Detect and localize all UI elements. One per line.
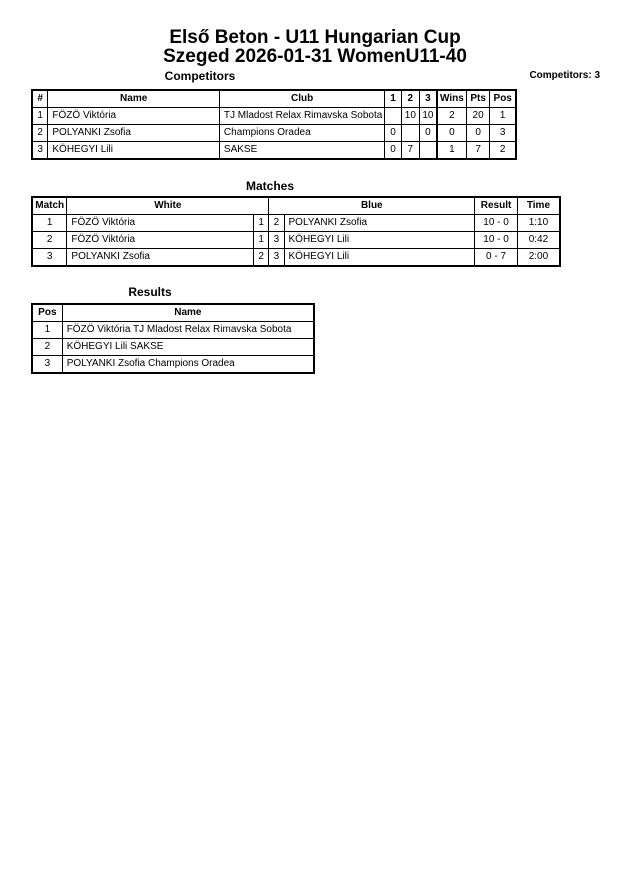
competitor-pos: 1 [490, 108, 516, 125]
col-header-pts: Pts [466, 90, 490, 108]
match-white-num: 1 [254, 215, 269, 232]
page-subtitle: Szeged 2026-01-31 WomenU11-40 [163, 46, 467, 67]
table-row [32, 215, 560, 232]
competitor-num: 2 [32, 125, 48, 142]
table-row [32, 108, 516, 125]
match-blue: KÖHEGYI Lili [284, 249, 475, 267]
col-header-num: # [32, 90, 48, 108]
match-white-num: 2 [254, 249, 269, 267]
competitor-name: KÖHEGYI Lili [48, 142, 220, 160]
result-pos: 1 [32, 322, 62, 339]
match-time: 1:10 [517, 215, 560, 232]
competitor-club: TJ Mladost Relax Rimavska Sobota [219, 108, 384, 125]
competitor-num: 1 [32, 108, 48, 125]
table-row [32, 249, 560, 267]
col-header-result: Result [475, 197, 518, 215]
page-title: Első Beton - U11 Hungarian Cup [169, 27, 461, 48]
competitor-pos: 2 [490, 142, 516, 160]
score-r2: 7 [401, 142, 419, 160]
col-header-r2: 2 [401, 90, 419, 108]
match-white-num: 1 [254, 232, 269, 249]
match-white: FÖZÖ Viktória [67, 232, 254, 249]
match-result: 10 - 0 [475, 232, 518, 249]
competitor-pts: 0 [466, 125, 490, 142]
matches-header-row [32, 197, 560, 215]
match-blue-num: 2 [269, 215, 284, 232]
match-time: 2:00 [517, 249, 560, 267]
table-row [32, 322, 314, 339]
competitor-wins: 0 [437, 125, 466, 142]
score-r1: 0 [385, 125, 401, 142]
result-pos: 3 [32, 356, 62, 374]
competitors-header-row [32, 90, 516, 108]
match-blue-num: 3 [269, 249, 284, 267]
match-result: 10 - 0 [475, 215, 518, 232]
col-header-pos: Pos [32, 304, 62, 322]
competitor-name: FÖZÖ Viktória [48, 108, 220, 125]
match-blue-num: 3 [269, 232, 284, 249]
score-r1: 0 [385, 142, 401, 160]
score-r3: 10 [419, 108, 437, 125]
competitor-name: POLYANKI Zsofia [48, 125, 220, 142]
match-blue: KÖHEGYI Lili [284, 232, 475, 249]
match-result: 0 - 7 [475, 249, 518, 267]
competitor-num: 3 [32, 142, 48, 160]
score-r3: 0 [419, 125, 437, 142]
table-row [32, 232, 560, 249]
table-row [32, 356, 314, 374]
score-r1 [385, 108, 401, 125]
competitor-pos: 3 [490, 125, 516, 142]
result-name: KÖHEGYI Lili SAKSE [62, 339, 314, 356]
competitor-pts: 20 [466, 108, 490, 125]
match-number: 1 [32, 215, 67, 232]
col-header-name: Name [48, 90, 220, 108]
col-header-name: Name [62, 304, 314, 322]
results-table [31, 303, 315, 374]
competitors-section-title: Competitors [164, 69, 236, 83]
score-r3 [419, 142, 437, 160]
result-name: POLYANKI Zsofia Champions Oradea [62, 356, 314, 374]
col-header-r3: 3 [419, 90, 437, 108]
results-header-row [32, 304, 314, 322]
table-row [32, 125, 516, 142]
col-header-pos: Pos [490, 90, 516, 108]
col-header-white: White [67, 197, 269, 215]
score-r2: 10 [401, 108, 419, 125]
result-name: FÖZÖ Viktória TJ Mladost Relax Rimavska Sobota [62, 322, 314, 339]
matches-table [31, 196, 561, 267]
results-section-title: Results [128, 285, 172, 299]
match-number: 3 [32, 249, 67, 267]
col-header-wins: Wins [437, 90, 466, 108]
match-white: FÖZÖ Viktória [67, 215, 254, 232]
competitors-table [31, 89, 517, 160]
table-row [32, 339, 314, 356]
match-time: 0:42 [517, 232, 560, 249]
col-header-r1: 1 [385, 90, 401, 108]
col-header-match: Match [32, 197, 67, 215]
result-pos: 2 [32, 339, 62, 356]
col-header-blue: Blue [269, 197, 475, 215]
match-blue: POLYANKI Zsofia [284, 215, 475, 232]
score-r2 [401, 125, 419, 142]
table-row [32, 142, 516, 160]
match-number: 2 [32, 232, 67, 249]
col-header-time: Time [517, 197, 560, 215]
competitor-wins: 1 [437, 142, 466, 160]
col-header-club: Club [219, 90, 384, 108]
competitor-club: SAKSE [219, 142, 384, 160]
matches-section-title: Matches [245, 179, 295, 193]
match-white: POLYANKI Zsofia [67, 249, 254, 267]
competitor-club: Champions Oradea [219, 125, 384, 142]
competitor-pts: 7 [466, 142, 490, 160]
competitor-wins: 2 [437, 108, 466, 125]
competitors-count: Competitors: 3 [529, 70, 600, 81]
